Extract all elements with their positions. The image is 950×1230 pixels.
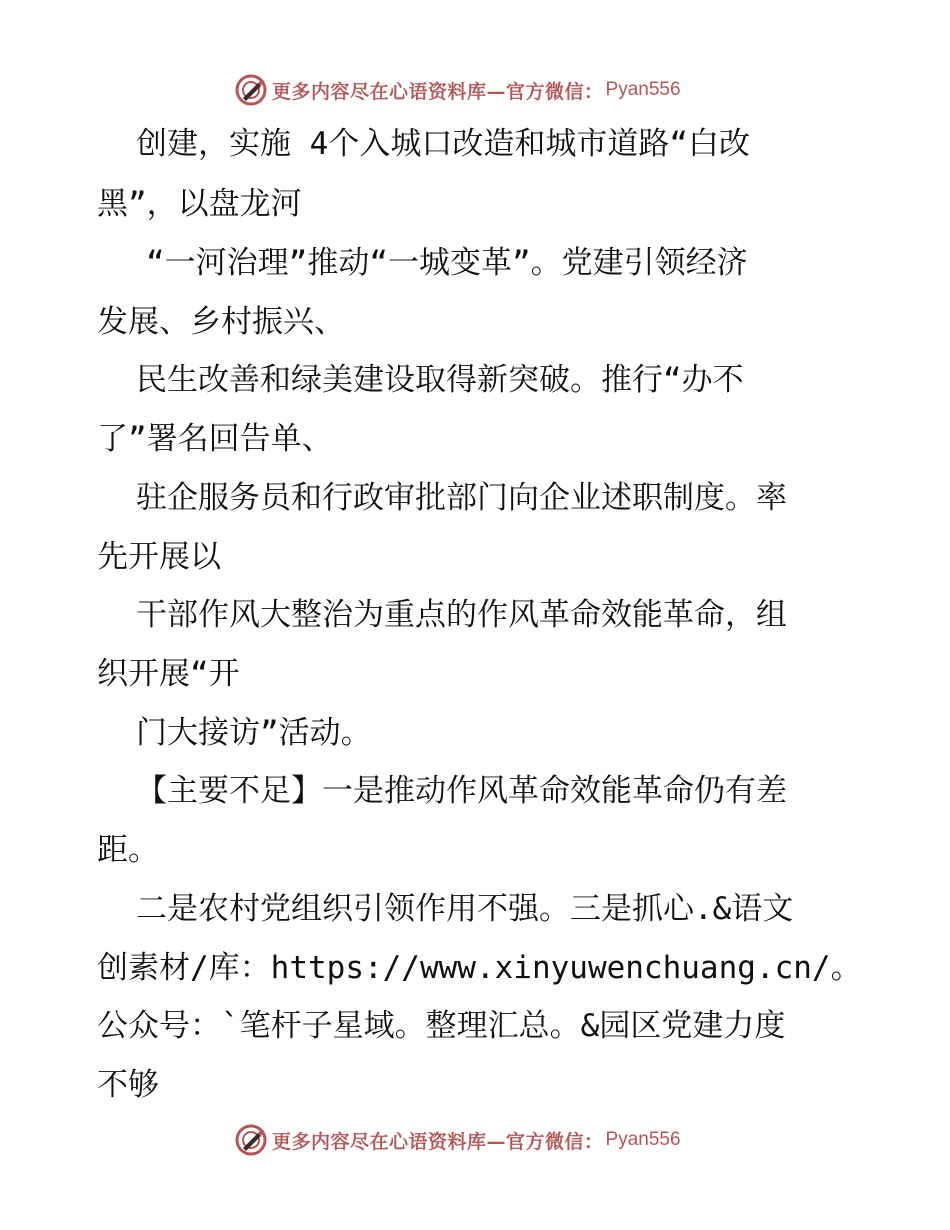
body-line: 了”署名回告单、 — [97, 421, 333, 457]
body-line: 民生改善和绿美建设取得新突破。推行“办不 — [136, 362, 744, 398]
footer-banner — [234, 1122, 681, 1158]
body-line: 距。 — [97, 832, 159, 868]
body-line: 门大接访”活动。 — [136, 715, 372, 751]
body-line: 发展、乡村振兴、 — [97, 304, 345, 340]
body-line: 黑”，以盘龙河 — [97, 186, 302, 222]
body-line: “一河治理”推动“一城变革”。党建引领经济 — [146, 245, 748, 281]
body-line: 创建，实施 4个入城口改造和城市道路“白改 — [136, 126, 750, 162]
header-wechat-id: Pyan556 — [605, 79, 681, 100]
header-site-text: 更多内容尽在心语资料库—官方微信： — [272, 80, 604, 103]
seal-pen-logo-icon — [234, 73, 268, 107]
seal-pen-logo-icon — [234, 1123, 268, 1157]
body-line: 公众号：`笔杆子星域。整理汇总。&园区党建力度 — [97, 1008, 786, 1044]
body-line: 先开展以 — [97, 539, 221, 575]
body-line: 驻企服务员和行政审批部门向企业述职制度。率 — [136, 480, 787, 516]
body-line: 不够 — [97, 1067, 159, 1103]
body-line: 创素材/库：https://www.xinyuwenchuang.cn/。 — [97, 950, 862, 986]
body-line: 干部作风大整治为重点的作风革命效能革命，组 — [136, 597, 787, 633]
footer-site-text: 更多内容尽在心语资料库—官方微信： — [272, 1130, 604, 1153]
body-line: 二是农村党组织引领作用不强。三是抓心.&语文 — [136, 891, 794, 927]
body-line: 织开展“开 — [97, 656, 240, 692]
header-banner — [234, 72, 681, 108]
body-line: 【主要不足】一是推动作风革命效能革命仍有差 — [136, 773, 787, 809]
footer-wechat-id: Pyan556 — [605, 1129, 681, 1150]
